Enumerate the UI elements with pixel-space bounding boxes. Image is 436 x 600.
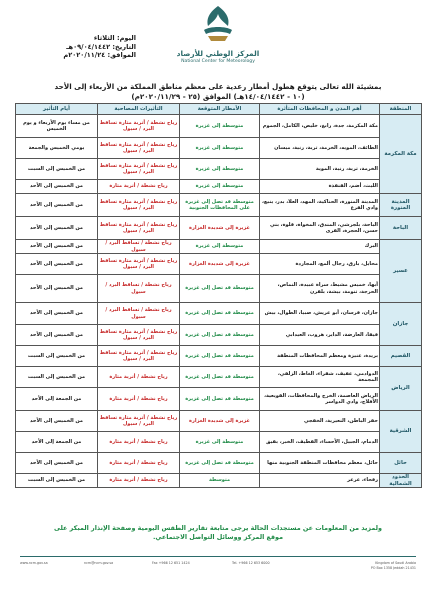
header-region: المنطقة bbox=[380, 104, 422, 115]
rain-cell: متوسطة قد تصل إلى غزيرة على المحافظات الجنوبية bbox=[180, 194, 260, 217]
days-cell: من مساء يوم الأربعاء و يوم الخميس bbox=[16, 115, 98, 138]
effects-cell: رياح نشطة / أتربة مثارة bbox=[98, 474, 180, 488]
rain-cell: متوسطة قد تصل إلى غزيرة bbox=[180, 367, 260, 388]
rain-cell: متوسطة إلى غزيرة bbox=[180, 432, 260, 453]
phone-text: Tel. +966 12 653 6000 bbox=[232, 561, 270, 565]
rain-cell: متوسطة قد تصل إلى غزيرة bbox=[180, 388, 260, 411]
region-cell: القصيم bbox=[380, 346, 422, 367]
days-cell: من الخميس إلى السبت bbox=[16, 474, 98, 488]
date-block bbox=[16, 34, 136, 60]
cities-cell: فيفا، العارضة، الداير، هروب، العيدابي bbox=[260, 325, 380, 346]
cities-cell: الخرمة، تربة، رنية، الموية bbox=[260, 159, 380, 180]
region-cell: المدينة المنورة bbox=[380, 194, 422, 217]
header-rain: الأمطار المتوقعة bbox=[180, 104, 260, 115]
table-row bbox=[16, 388, 422, 411]
effects-cell: رياح نشطة / تساقط البرد / سيول bbox=[98, 303, 180, 325]
table-row bbox=[16, 346, 422, 367]
header-effects: التأثيرات المصاحبة bbox=[98, 104, 180, 115]
cities-cell: مكة المكرمة، جدة، رابغ، خليص، الكامل، الجموم bbox=[260, 115, 380, 138]
rain-cell: متوسطة قد تصل إلى غزيرة bbox=[180, 275, 260, 303]
page-header bbox=[0, 0, 436, 88]
table-header-row bbox=[16, 104, 422, 115]
rain-cell: متوسطة قد تصل إلى غزيرة bbox=[180, 303, 260, 325]
ncm-emblem-icon bbox=[196, 4, 240, 44]
region-cell: الشرقية bbox=[380, 411, 422, 453]
cities-cell: حفر الباطن، النعيرية، الخفجي bbox=[260, 411, 380, 432]
effects-cell: رياح نشطة / أتربة مثارة bbox=[98, 367, 180, 388]
effects-cell: رياح نشطة / أتربة مثارة تساقط البرد / سيول bbox=[98, 194, 180, 217]
region-cell: عسير bbox=[380, 240, 422, 303]
cities-cell: الليث، أضم، القنفذة bbox=[260, 180, 380, 194]
table-row bbox=[16, 432, 422, 453]
effects-cell: رياح نشطة / أتربة مثارة bbox=[98, 180, 180, 194]
table-row bbox=[16, 325, 422, 346]
country-text: Kingdom of Saudi Arabia bbox=[375, 561, 416, 565]
days-cell: من الخميس إلى الأحد bbox=[16, 453, 98, 474]
days-cell: من الخميس إلى الأحد bbox=[16, 194, 98, 217]
table-row bbox=[16, 115, 422, 138]
rain-heavy-label: غزيرة إلى شديدة الغزارة bbox=[189, 224, 250, 231]
title-line-1: بمشيئة الله تعالى يتوقع هطول أمطار رعدية على معظم مناطق المملكة من الأربعاء إلى الأحد bbox=[54, 82, 382, 91]
footer-note bbox=[20, 524, 416, 542]
cities-cell: الرياض العاصمة، الخرج والمحافظات، القويعية، الأفلاج، وادي الدواسر bbox=[260, 388, 380, 411]
days-cell: من الخميس إلى السبت bbox=[16, 346, 98, 367]
days-cell: من الخميس إلى الأحد bbox=[16, 275, 98, 303]
table-row bbox=[16, 453, 422, 474]
region-cell: مكة المكرمة bbox=[380, 115, 422, 194]
rain-cell: متوسطة إلى غزيرة bbox=[180, 159, 260, 180]
hijri-date-line: التاريخ: ٠٩/٠٤/١٤٤٢هـ bbox=[66, 42, 136, 51]
footer-divider bbox=[20, 556, 416, 557]
cities-cell: جازان، فرسان، أبو عريش، صبيا، الطوال، بيش bbox=[260, 303, 380, 325]
website-text: www.ncm.gov.sa bbox=[20, 561, 48, 565]
rain-cell: متوسطة قد تصل إلى غزيرة bbox=[180, 346, 260, 367]
table-row bbox=[16, 180, 422, 194]
day-line: اليوم: الثلاثاء bbox=[93, 34, 136, 42]
rain-cell: متوسطة قد تصل إلى غزيرة bbox=[180, 453, 260, 474]
effects-cell: رياح نشطة / تساقط البرد / سيول bbox=[98, 275, 180, 303]
days-cell: يومي الخميس والجمعة bbox=[16, 138, 98, 159]
effects-cell: رياح نشطة / أتربة مثارة تساقط البرد / سيول bbox=[98, 346, 180, 367]
gregorian-date-line: الموافق: ٢٠٢٠/١١/٢٤م bbox=[63, 51, 136, 60]
table-row bbox=[16, 194, 422, 217]
table-row bbox=[16, 217, 422, 240]
effects-cell: رياح نشطة / أتربة مثارة تساقط البرد / سيول bbox=[98, 411, 180, 432]
days-cell: من الخميس إلى الأحد bbox=[16, 325, 98, 346]
effects-cell: رياح نشطة / تساقط البرد / سيول bbox=[98, 240, 180, 254]
table-row bbox=[16, 474, 422, 488]
rain-cell: متوسطة إلى غزيرة bbox=[180, 240, 260, 254]
table-row bbox=[16, 254, 422, 275]
cities-cell: محايل، بارق، رجال ألمع، المجاردة bbox=[260, 254, 380, 275]
po-box-text: PO Box 1358 Jeddah 21431 bbox=[370, 565, 416, 570]
region-cell: حائل bbox=[380, 453, 422, 474]
email-text: ncm@ncm.gov.sa bbox=[84, 561, 114, 565]
cities-cell: البرك bbox=[260, 240, 380, 254]
cities-cell: أبها، خميس مشيط، سراة عبيدة، النماص، الحرجة، تنومة، بيشة، بلقرن bbox=[260, 275, 380, 303]
days-cell: من الجمعة إلى الأحد bbox=[16, 388, 98, 411]
table-row bbox=[16, 138, 422, 159]
rain-heavy-label: غزيرة إلى شديدة الغزارة bbox=[189, 260, 250, 267]
rain-cell: متوسطة bbox=[180, 474, 260, 488]
region-cell: الباحة bbox=[380, 217, 422, 240]
cities-cell: المدينة المنورة، الحناكية، المهد، العلا، بدر، ينبع، وادي الفرع bbox=[260, 194, 380, 217]
footer-note-line-1: ولمزيد من المعلومات عن مستجدات الحالة يرجى متابعة تقارير الطقس اليومية وصفحة الإنذار المبكر على bbox=[53, 524, 382, 532]
days-cell: من الخميس إلى الأحد bbox=[16, 217, 98, 240]
logo-name-english: National Center for Meteorology bbox=[181, 59, 255, 64]
header-cities: أهم المدن و المحافظات المتأثرة bbox=[260, 104, 380, 115]
days-cell: من الخميس إلى الأحد bbox=[16, 303, 98, 325]
days-cell: من الخميس إلى الأحد bbox=[16, 240, 98, 254]
logo-name-arabic: المركز الوطني للأرصاد bbox=[176, 49, 260, 58]
rain-cell bbox=[180, 254, 260, 275]
cities-cell: حائل، معظم محافظات المنطقة الجنوبية منها bbox=[260, 453, 380, 474]
effects-cell: رياح نشطة / أتربة مثارة تساقط البرد / سيول bbox=[98, 115, 180, 138]
cities-cell: رفحاء، عرعر bbox=[260, 474, 380, 488]
region-cell: الرياض bbox=[380, 367, 422, 411]
rain-heavy-label: غزيرة إلى شديدة الغزارة bbox=[189, 417, 250, 424]
header-days: أيام التأثير bbox=[16, 104, 98, 115]
region-cell: الحدود الشمالية bbox=[380, 474, 422, 488]
fax-text: Fax +966 12 651 1424 bbox=[152, 561, 190, 565]
days-cell: من الخميس إلى الأحد bbox=[16, 411, 98, 432]
cities-cell: الدوادمي، عفيف، شقراء، الغاط، الزلفي، المجمعة bbox=[260, 367, 380, 388]
rain-cell: متوسطة إلى غزيرة bbox=[180, 138, 260, 159]
address-text bbox=[371, 561, 416, 570]
effects-cell: رياح نشطة / أتربة مثارة تساقط البرد / سيول bbox=[98, 254, 180, 275]
forecast-table bbox=[15, 103, 422, 488]
table-row bbox=[16, 367, 422, 388]
rain-cell bbox=[180, 411, 260, 432]
table-row bbox=[16, 303, 422, 325]
days-cell: من الخميس إلى الأحد bbox=[16, 180, 98, 194]
effects-cell: رياح نشطة / أتربة مثارة bbox=[98, 453, 180, 474]
table-row bbox=[16, 159, 422, 180]
rain-cell bbox=[180, 217, 260, 240]
region-cell: جازان bbox=[380, 303, 422, 346]
effects-cell: رياح نشطة / أتربة مثارة bbox=[98, 432, 180, 453]
rain-cell: متوسطة إلى غزيرة bbox=[180, 115, 260, 138]
cities-cell: الدمام، الجبيل، الأحساء، القطيف، الخبر، بقيق bbox=[260, 432, 380, 453]
rain-cell: متوسطة إلى غزيرة bbox=[180, 180, 260, 194]
days-cell: من الخميس إلى السبت bbox=[16, 367, 98, 388]
effects-cell: رياح نشطة / أتربة مثارة تساقط البرد / سيول bbox=[98, 217, 180, 240]
effects-cell: رياح نشطة / أتربة مثارة تساقط البرد / سيول bbox=[98, 138, 180, 159]
days-cell: من الخميس إلى الأحد bbox=[16, 254, 98, 275]
table-row bbox=[16, 240, 422, 254]
table-row bbox=[16, 275, 422, 303]
cities-cell: بريدة، عنيزة ومعظم المحافظات المنطقة bbox=[260, 346, 380, 367]
days-cell: من الجمعة إلى الأحد bbox=[16, 432, 98, 453]
days-cell: من الخميس إلى السبت bbox=[16, 159, 98, 180]
footer-contacts bbox=[20, 561, 416, 591]
ncm-logo bbox=[162, 4, 274, 66]
footer-note-line-2: موقع المركز ووسائل التواصل الاجتماعي. bbox=[152, 533, 284, 541]
table-row bbox=[16, 411, 422, 432]
rain-cell: متوسطة قد تصل إلى غزيرة bbox=[180, 325, 260, 346]
cities-cell: الطائف، المويه، الخرمة، تربة، رنية، ميسان bbox=[260, 138, 380, 159]
effects-cell: رياح نشطة / أتربة مثارة تساقط البرد / سيول bbox=[98, 159, 180, 180]
bulletin-title bbox=[20, 82, 416, 101]
effects-cell: رياح نشطة / أتربة مثارة تساقط البرد / سيول bbox=[98, 325, 180, 346]
title-line-2: (١٠ - ١٤/٠٤/١٤٤٢هـ) الموافق (٢٥ - ٢٠٢٠/١١/٢٩م) bbox=[131, 91, 305, 101]
cities-cell: الباحة، بلجرشي، المندق، المخواة، قلوة، بني حسن، الحجرة، القرى bbox=[260, 217, 380, 240]
effects-cell: رياح نشطة / أتربة مثارة bbox=[98, 388, 180, 411]
